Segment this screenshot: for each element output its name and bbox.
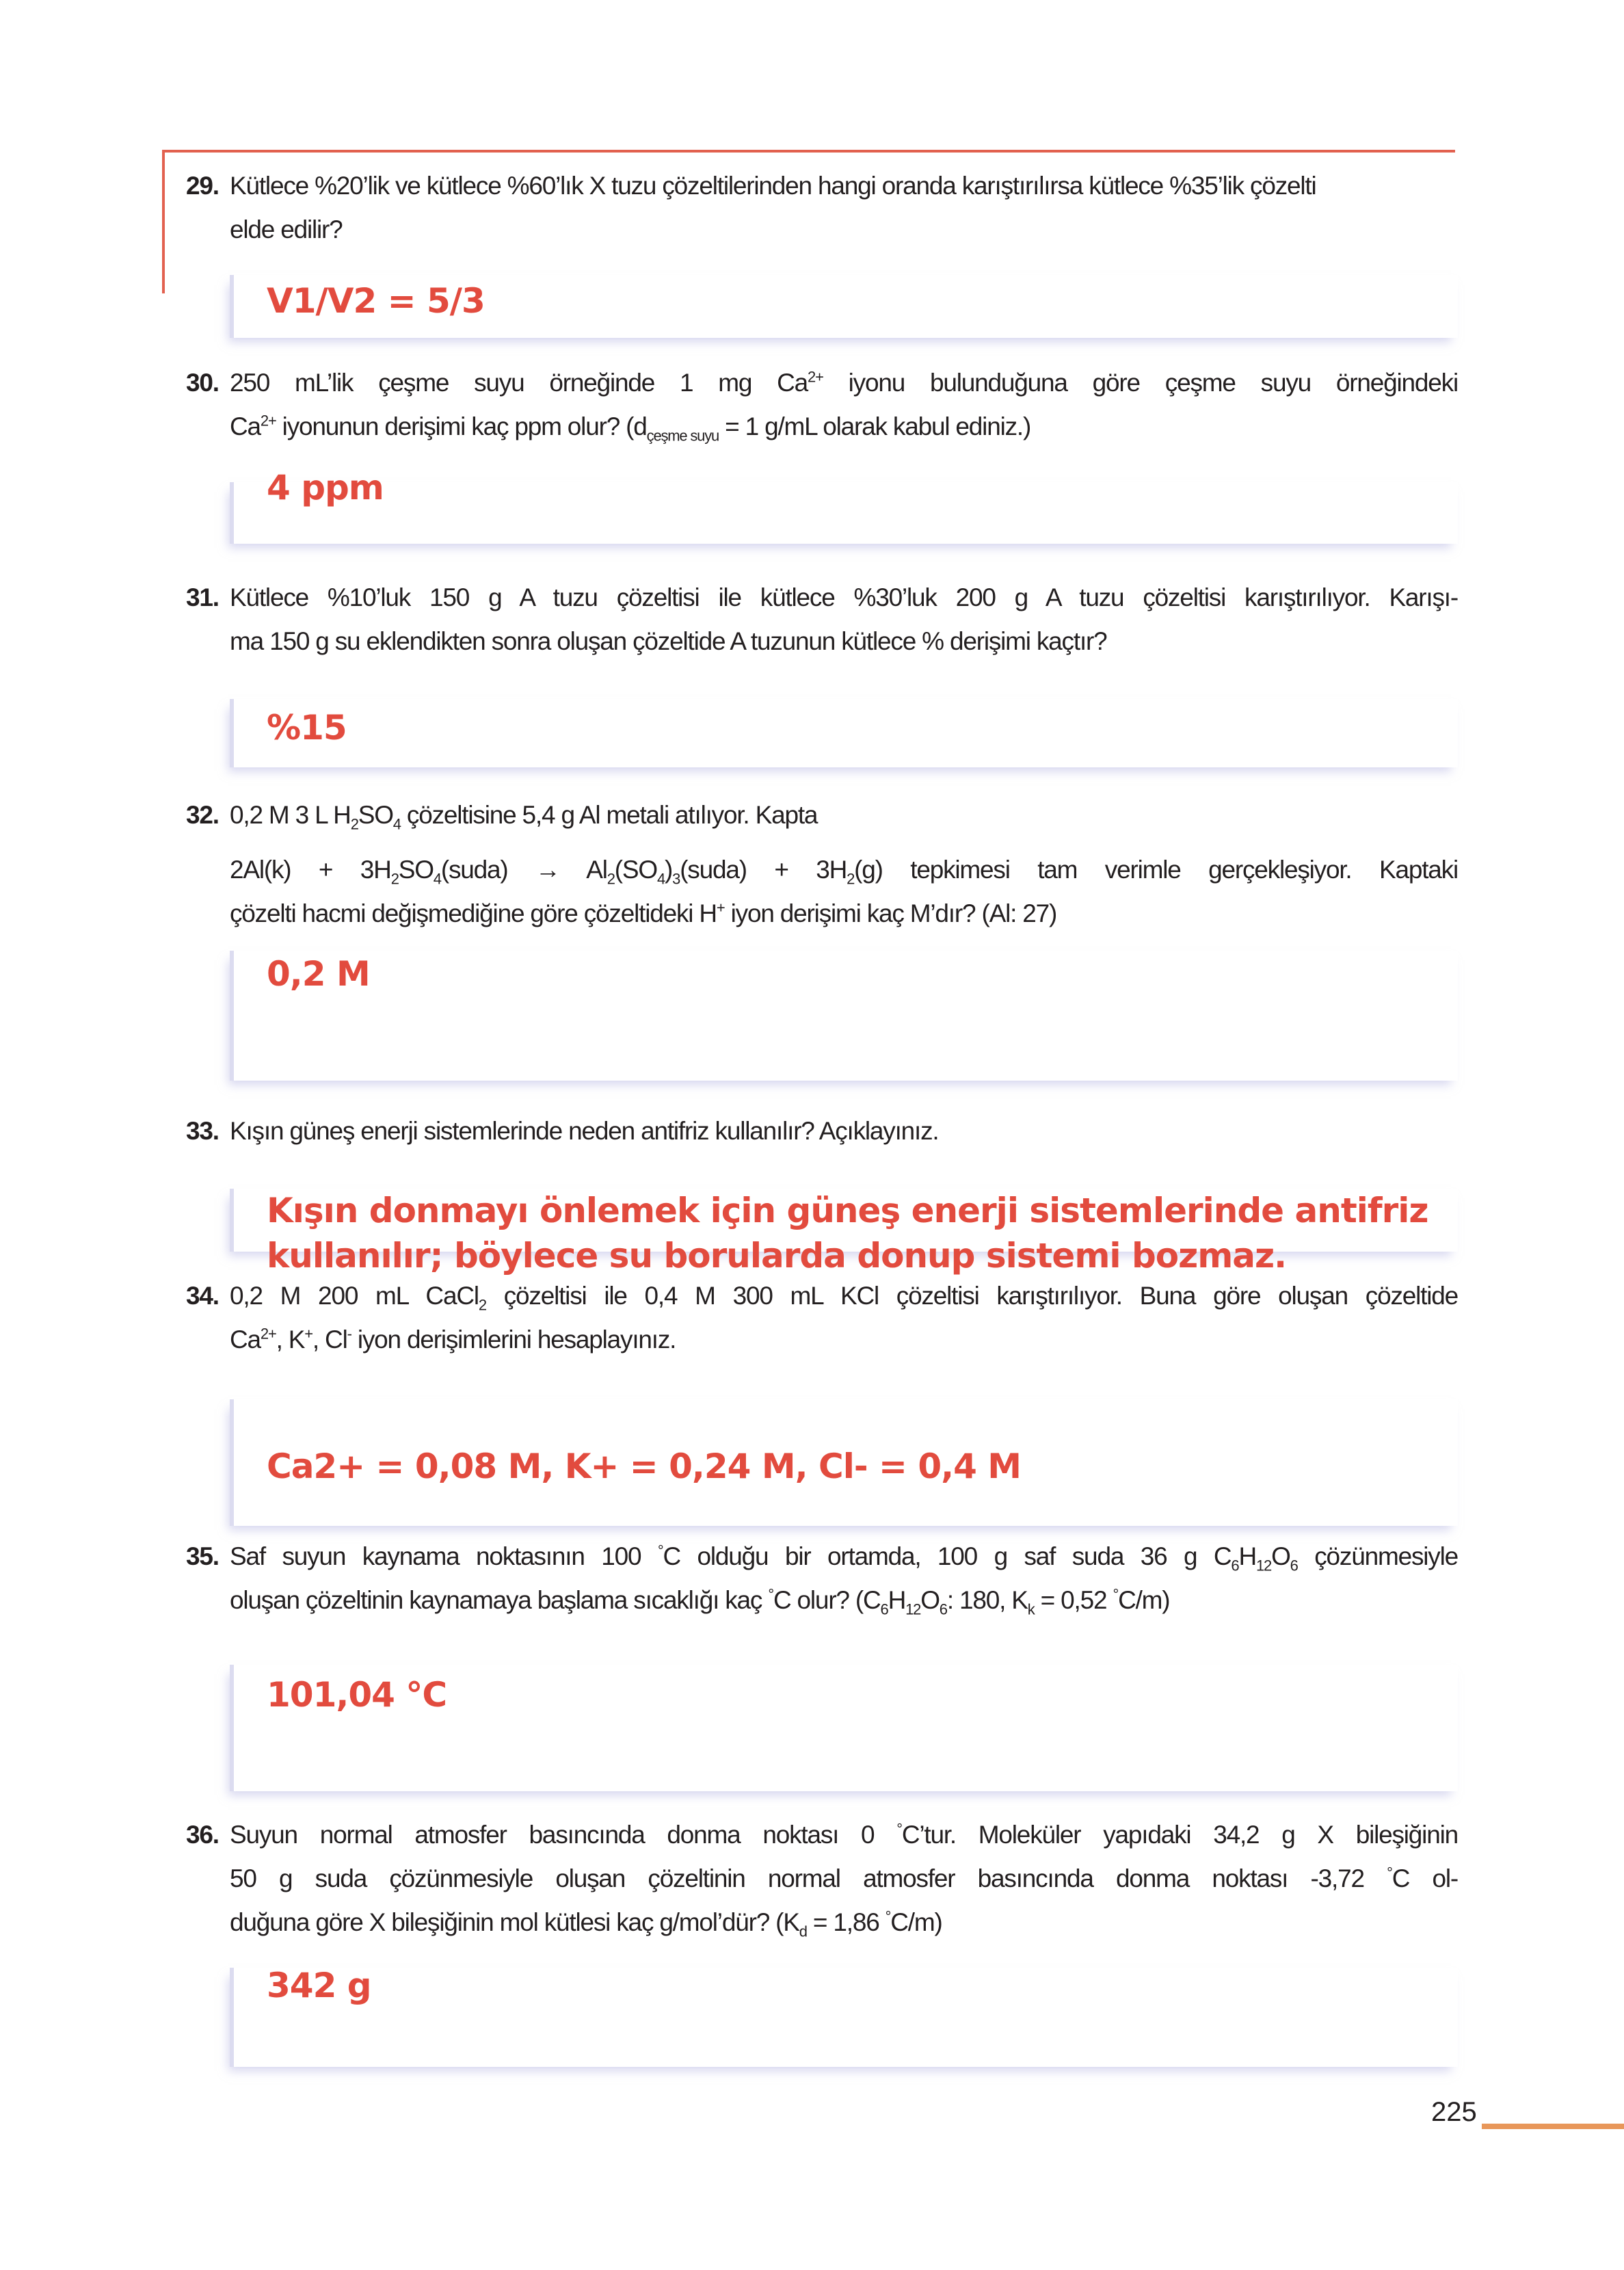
answer-box-29[interactable] <box>230 275 1458 338</box>
question-text-line: Kütlece %20’lik ve kütlece %60’lık X tuzu çözeltilerinden hangi oranda karıştırılırsa kütlece %35’lik çözelti <box>230 172 1316 200</box>
answer-text: 342 g <box>267 1966 371 2005</box>
question-36 <box>186 1813 1458 1944</box>
question-text-line: $Ca^{2+}$, K+, Cl- iyon derişimlerini hesaplayınız. <box>230 1325 676 1354</box>
page-number: 225 <box>1431 2097 1477 2127</box>
question-number: 35. <box>186 1542 219 1570</box>
answer-box-34[interactable] <box>230 1399 1458 1526</box>
question-29 <box>186 164 1458 252</box>
question-text-line: 0,2 M 200 mL CaCl$_2$ çözeltisi ile 0,4 M 300 mL KCl çözeltisi karıştırılıyor. Buna göre oluşan çözeltide <box>230 1282 1458 1314</box>
question-text-line: çözelti hacmi değişmediğine göre çözeltideki H+ iyon derişimi kaç M’dır? (Al: 27) <box>230 899 1057 927</box>
question-number: 34. <box>186 1282 219 1310</box>
section-frame-top-border <box>162 150 1455 153</box>
question-number: 36. <box>186 1821 219 1849</box>
answer-box-33[interactable] <box>230 1189 1458 1276</box>
question-text-line: Suyun normal atmosfer basıncında donma noktası 0 °C’tur. Moleküler yapıdaki 34,2 g X bileşiğinin <box>230 1820 1458 1849</box>
answer-box-30[interactable] <box>230 468 1458 544</box>
question-34 <box>186 1274 1458 1362</box>
question-text-line: Kütlece %10’luk 150 g A tuzu çözeltisi ile kütlece %30’luk 200 g A tuzu çözeltisi karıştırılıyor. Karışı- <box>230 583 1458 611</box>
answer-text: Kışın donmayı önlemek için güneş enerji sistemlerinde antifriz <box>267 1191 1428 1230</box>
answer-text: kullanılır; böylece su borularda donup sistemi bozmaz. <box>267 1236 1287 1276</box>
chemical-equation-line: $2Al(k) + 3H_2SO_4(suda)$ → $Al_2(SO_4)_3(suda) + 3H_2(g)$ tepkimesi tam verimle gerçekleşiyor. Kaptaki <box>230 856 1458 888</box>
answer-text: 101,04 °C <box>267 1675 447 1715</box>
question-number: 29. <box>186 172 219 200</box>
answer-box-31[interactable] <box>230 699 1458 767</box>
question-35 <box>186 1535 1458 1622</box>
question-text-line: $Ca^{2+}$ iyonunun derişimi kaç ppm olur? ($d_{çeşme suyu} = 1$ g/mL olarak kabul ediniz.) <box>230 412 1031 445</box>
question-text-line: Saf suyun kaynama noktasının 100 °C olduğu bir ortamda, 100 g saf suda 36 g $C_6H_{12}O_6$ çözünmesiyle <box>230 1542 1458 1574</box>
page-number-accent-bar <box>1482 2124 1624 2129</box>
answer-text: 0,2 M <box>267 954 370 994</box>
question-number: 30. <box>186 369 219 397</box>
answer-text: %15 <box>267 708 347 748</box>
question-text-line: 250 mL’lik çeşme suyu örneğinde 1 mg $Ca^{2+}$ iyonu bulunduğuna göre çeşme suyu örneğindeki <box>230 368 1458 397</box>
answer-text: V1/V2 = 5/3 <box>267 281 485 321</box>
answer-box-36[interactable] <box>230 1968 1458 2067</box>
answer-text: Ca2+ = 0,08 M, K+ = 0,24 M, Cl- = 0,4 M <box>267 1447 1022 1486</box>
question-number: 31. <box>186 583 219 611</box>
question-text-line: duğuna göre X bileşiğinin mol kütlesi kaç g/mol’dür? ($K_d = 1,86$ °C/m) <box>230 1908 942 1940</box>
question-text-line: elde edilir? <box>230 215 343 243</box>
question-text-line: oluşan çözeltinin kaynamaya başlama sıcaklığı kaç °C olur? ($C_6H_{12}O_6$: 180, $K_k = 0,52$ °C/m) <box>230 1585 1170 1618</box>
answer-text: 4 ppm <box>267 468 384 507</box>
question-text-line: 50 g suda çözünmesiyle oluşan çözeltinin normal atmosfer basıncında donma noktası -3,72 °C ol- <box>230 1864 1458 1892</box>
question-32 <box>186 793 1458 936</box>
question-text-line: 0,2 M 3 L $H_2SO_4$ çözeltisine 5,4 g Al metali atılıyor. Kapta <box>230 801 818 833</box>
answer-box-35[interactable] <box>230 1665 1458 1791</box>
answer-box-32[interactable] <box>230 951 1458 1081</box>
section-frame-left-border <box>162 150 165 293</box>
question-text-line: Kışın güneş enerji sistemlerinde neden antifriz kullanılır? Açıklayınız. <box>230 1117 939 1145</box>
question-30 <box>186 361 1458 449</box>
question-33 <box>186 1109 1458 1153</box>
question-text-line: ma 150 g su eklendikten sonra oluşan çözeltide A tuzunun kütlece % derişimi kaçtır? <box>230 627 1107 655</box>
question-number: 33. <box>186 1117 219 1145</box>
question-31 <box>186 576 1458 663</box>
question-number: 32. <box>186 801 219 829</box>
